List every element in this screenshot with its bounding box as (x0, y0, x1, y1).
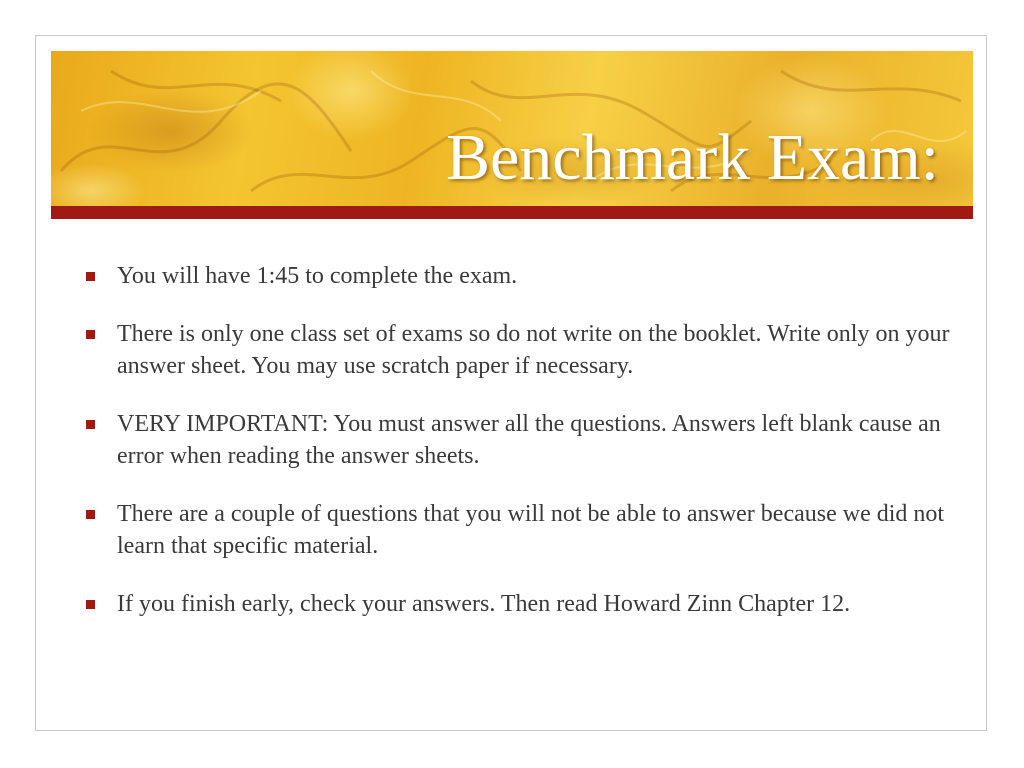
bullet-text: If you finish early, check your answers. Then read Howard Zinn Chapter 12. (117, 591, 851, 617)
list-item (86, 408, 976, 472)
list-item (86, 498, 976, 562)
list-item (86, 260, 976, 292)
bullet-text: VERY IMPORTANT: You must answer all the questions. Answers left blank cause an error when reading the answer sheets. (117, 411, 941, 469)
bullet-text: There is only one class set of exams so do not write on the booklet. Write only on your answer sheet. You may use scratch paper if necessary. (117, 321, 950, 379)
slide-body (86, 260, 976, 646)
square-bullet-icon (86, 510, 95, 519)
square-bullet-icon (86, 272, 95, 281)
square-bullet-icon (86, 420, 95, 429)
bullet-list (86, 260, 976, 620)
list-item (86, 588, 976, 620)
bullet-text: There are a couple of questions that you will not be able to answer because we did not learn that specific material. (117, 501, 945, 559)
bullet-text: You will have 1:45 to complete the exam. (117, 263, 518, 289)
square-bullet-icon (86, 330, 95, 339)
title-underline-bar (51, 206, 973, 219)
slide-title: Benchmark Exam: (445, 121, 939, 194)
list-item (86, 318, 976, 382)
square-bullet-icon (86, 600, 95, 609)
title-banner (51, 51, 973, 206)
